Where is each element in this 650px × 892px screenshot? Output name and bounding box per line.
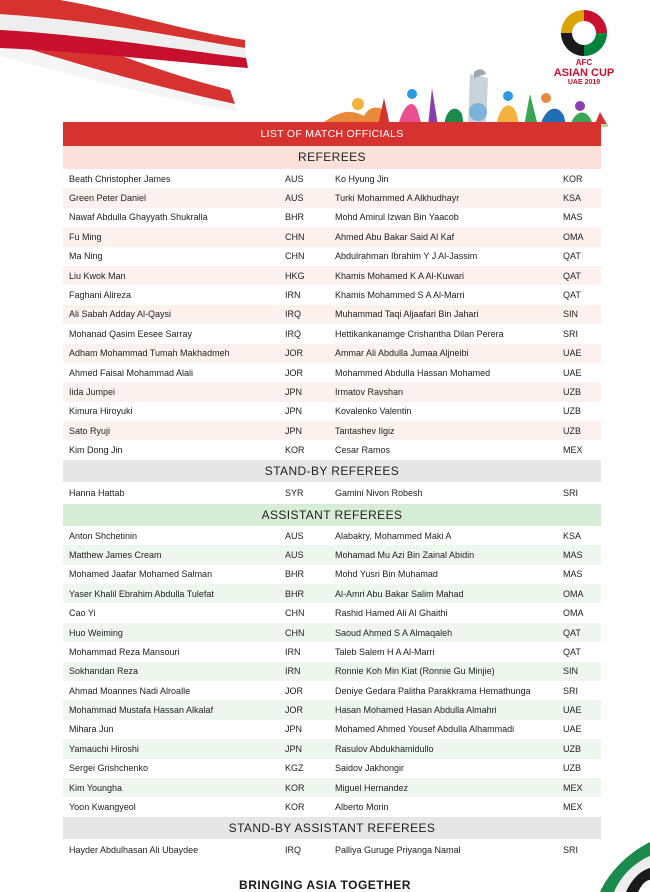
official-name: Saidov Jakhongir (335, 763, 405, 774)
country-code: MEX (563, 782, 583, 793)
table-row (63, 778, 601, 797)
country-code: AUS (285, 173, 304, 184)
table-row (63, 482, 601, 504)
table-row (63, 247, 601, 266)
logo-line-3: UAE 2019 (567, 79, 601, 86)
table-row (63, 285, 601, 304)
country-code: JPN (285, 743, 303, 754)
country-code: KSA (563, 530, 582, 541)
official-name: Mohammad Mustafa Hassan Alkalaf (69, 705, 214, 716)
country-code: CHN (285, 608, 305, 619)
official-name: Ma Ning (69, 251, 103, 262)
table-row (63, 700, 601, 719)
country-code: SIN (563, 309, 579, 320)
country-code: MEX (563, 445, 583, 456)
table-row (63, 188, 601, 207)
official-name: Ammar Ali Abdulla Jumaa Aljneibi (335, 348, 469, 359)
official-name: Sergei Grishchenko (69, 763, 149, 774)
official-name: Taleb Salem H A Al-Marri (335, 646, 435, 657)
country-code: HKG (285, 270, 305, 281)
country-code: MAS (563, 569, 583, 580)
table-row (63, 305, 601, 324)
table-row (63, 169, 601, 188)
official-name: Hayder Abdulhasan Ali Ubaydee (69, 844, 199, 855)
table-row (63, 797, 601, 816)
official-name: Deniye Gedara Palitha Parakkrama Hemathunga (335, 685, 531, 696)
official-name: Gamini Nivon Robesh (335, 487, 423, 498)
official-name: Kim Youngha (69, 782, 123, 793)
official-name: Cesar Ramos (335, 445, 391, 456)
country-code: UZB (563, 386, 581, 397)
official-name: Beath Christopher James (69, 173, 171, 184)
country-code: JPN (285, 724, 303, 735)
official-name: Adham Mohammad Tumah Makhadmeh (69, 348, 230, 359)
country-code: OMA (563, 231, 584, 242)
standby-referees-list (63, 482, 601, 504)
table-row (63, 759, 601, 778)
table-row (63, 402, 601, 421)
official-name: Khamis Mohammed S A Al-Marri (335, 290, 465, 301)
country-code: BHR (285, 212, 305, 223)
country-code: UZB (563, 763, 581, 774)
country-code: SRI (563, 844, 579, 855)
country-code: JPN (285, 386, 303, 397)
official-name: Ronnie Koh Min Kiat (Ronnie Gu Minjie) (335, 666, 495, 677)
official-name: Ahmad Moannes Nadi Alroalle (69, 685, 191, 696)
official-name: Ahmed Faisal Mohammad Alali (69, 367, 194, 378)
official-name: Saoud Ahmed S A Almaqaleh (335, 627, 453, 638)
country-code: UZB (563, 406, 581, 417)
table-row (63, 208, 601, 227)
official-name: Al-Amri Abu Bakar Salim Mahad (335, 588, 464, 599)
country-code: SRI (563, 685, 579, 696)
official-name: Muhammad Taqi Aljaafari Bin Jahari (335, 309, 479, 320)
country-code: SRI (563, 487, 579, 498)
table-row (63, 839, 601, 861)
official-name: Alberto Morin (335, 802, 389, 813)
official-name: Sato Ryuji (69, 425, 111, 436)
country-code: UAE (563, 348, 582, 359)
referees-list (63, 169, 601, 460)
table-row (63, 642, 601, 661)
official-name: Mohammad Reza Mansouri (69, 646, 180, 657)
official-name: Abdulrahman Ibrahim Y J Al-Jassim (335, 251, 478, 262)
country-code: JPN (285, 425, 303, 436)
country-code: AUS (285, 530, 304, 541)
country-code: JOR (285, 705, 303, 716)
country-code: JPN (285, 406, 303, 417)
country-code: JOR (285, 367, 303, 378)
official-name: Hasan Mohamed Hasan Abdulla Almahri (335, 705, 497, 716)
country-code: AUS (285, 549, 304, 560)
country-code: CHN (285, 231, 305, 242)
official-name: Yoon Kwangyeol (69, 802, 136, 813)
standby-assistant-referees-list (63, 839, 601, 861)
official-name: Mohamed Jaafar Mohamed Salman (69, 569, 213, 580)
table-row (63, 623, 601, 642)
section-referees-header: REFEREES (63, 146, 601, 169)
table-row (63, 526, 601, 545)
country-code: IRN (285, 646, 301, 657)
country-code: KOR (563, 173, 583, 184)
assistant-referees-list (63, 526, 601, 817)
official-name: Rasulov Abdukhamidullo (335, 743, 434, 754)
official-name: Huo Weiming (69, 627, 123, 638)
country-code: UAE (563, 705, 582, 716)
official-name: Kim Dong Jin (69, 445, 123, 456)
table-row (63, 344, 601, 363)
country-code: CHN (285, 251, 305, 262)
official-name: Ahmed Abu Bakar Said Al Kaf (335, 231, 455, 242)
country-code: SYR (285, 487, 304, 498)
table-row (63, 227, 601, 246)
country-code: BHR (285, 588, 305, 599)
country-code: IRN (285, 666, 301, 677)
country-code: IRQ (285, 328, 302, 339)
country-code: QAT (563, 646, 581, 657)
official-name: Ko Hyung Jin (335, 173, 389, 184)
official-name: Mohd Yusri Bin Muhamad (335, 569, 438, 580)
skyline-illustration (318, 68, 608, 130)
section-assistant-referees-header: ASSISTANT REFEREES (63, 504, 601, 526)
official-name: Mohd Amirul Izwan Bin Yaacob (335, 212, 459, 223)
official-name: Mihara Jun (69, 724, 114, 735)
country-code: KOR (285, 445, 305, 456)
section-standby-assistant-referees-header: STAND-BY ASSISTANT REFEREES (63, 817, 601, 839)
official-name: Sokhandan Reza (69, 666, 139, 677)
official-name: Hettikankanamge Crishantha Dilan Perera (335, 328, 504, 339)
country-code: QAT (563, 627, 581, 638)
logo-line-1: AFC (575, 58, 593, 67)
official-name: Matthew James Cream (69, 549, 162, 560)
country-code: MAS (563, 212, 583, 223)
table-row (63, 681, 601, 700)
official-name: Alabakry, Mohammed Maki A (335, 530, 452, 541)
official-name: Yaser Khalil Ebrahim Abdulla Tulefat (69, 588, 214, 599)
country-code: MEX (563, 802, 583, 813)
officials-sheet (63, 122, 601, 861)
official-name: Liu Kwok Man (69, 270, 126, 281)
country-code: KOR (285, 782, 305, 793)
official-name: Nawaf Abdulla Ghayyath Shukralla (69, 212, 208, 223)
official-name: Mohammed Abdulla Hassan Mohamed (335, 367, 491, 378)
table-row (63, 382, 601, 401)
official-name: Mohanad Qasim Eesee Sarray (69, 328, 193, 339)
country-code: BHR (285, 569, 305, 580)
official-name: Green Peter Daniel (69, 193, 147, 204)
official-name: Anton Shchetinin (69, 530, 138, 541)
official-name: Hanna Hattab (69, 487, 125, 498)
official-name: Kovalenko Valentin (335, 406, 412, 417)
official-name: Turki Mohammed A Alkhudhayr (335, 193, 460, 204)
logo-mark-icon (561, 10, 607, 56)
country-code: UAE (563, 367, 582, 378)
table-row (63, 421, 601, 440)
official-name: Khamis Mohamed K A Al-Kuwari (335, 270, 465, 281)
official-name: Tantashev Ilgiz (335, 425, 395, 436)
country-code: QAT (563, 290, 581, 301)
country-code: QAT (563, 270, 581, 281)
country-code: KSA (563, 193, 582, 204)
footer-slogan: BRINGING ASIA TOGETHER (239, 878, 411, 892)
official-name: Palliya Guruge Priyanga Namal (335, 844, 461, 855)
official-name: Mohamed Ahmed Yousef Abdulla Alhammadi (335, 724, 515, 735)
official-name: Cao Yi (69, 608, 96, 619)
country-code: UZB (563, 425, 581, 436)
country-code: IRQ (285, 309, 302, 320)
country-code: OMA (563, 608, 584, 619)
official-name: Rashid Hamed Ali Al Ghaithi (335, 608, 448, 619)
country-code: JOR (285, 348, 303, 359)
table-row (63, 545, 601, 564)
official-name: Mohamad Mu Azi Bin Zainal Abidin (335, 549, 475, 560)
official-name: Kimura Hiroyuki (69, 406, 133, 417)
table-row (63, 266, 601, 285)
table-row (63, 720, 601, 739)
country-code: KGZ (285, 763, 304, 774)
logo-line-2: ASIAN CUP (553, 67, 615, 79)
country-code: SIN (563, 666, 579, 677)
table-row (63, 584, 601, 603)
country-code: CHN (285, 627, 305, 638)
country-code: UZB (563, 743, 581, 754)
table-row (63, 440, 601, 459)
official-name: Fu Ming (69, 231, 102, 242)
country-code: IRQ (285, 844, 302, 855)
official-name: Ali Sabah Adday Al-Qaysi (69, 309, 172, 320)
country-code: AUS (285, 193, 304, 204)
table-row (63, 363, 601, 382)
official-name: Yamauchi Hiroshi (69, 743, 139, 754)
section-standby-referees-header: STAND-BY REFEREES (63, 460, 601, 482)
country-code: UAE (563, 724, 582, 735)
official-name: Iida Jumpei (69, 386, 116, 397)
country-code: IRN (285, 290, 301, 301)
country-code: QAT (563, 251, 581, 262)
table-row (63, 565, 601, 584)
country-code: MAS (563, 549, 583, 560)
page-title: LIST OF MATCH OFFICIALS (63, 122, 601, 146)
country-code: KOR (285, 802, 305, 813)
official-name: Irmatov Ravshan (335, 386, 404, 397)
table-row (63, 662, 601, 681)
table-row (63, 739, 601, 758)
official-name: Faghani Alireza (69, 290, 132, 301)
table-row (63, 324, 601, 343)
country-code: JOR (285, 685, 303, 696)
country-code: SRI (563, 328, 579, 339)
country-code: OMA (563, 588, 584, 599)
official-name: Miguel Hernandez (335, 782, 409, 793)
table-row (63, 603, 601, 622)
